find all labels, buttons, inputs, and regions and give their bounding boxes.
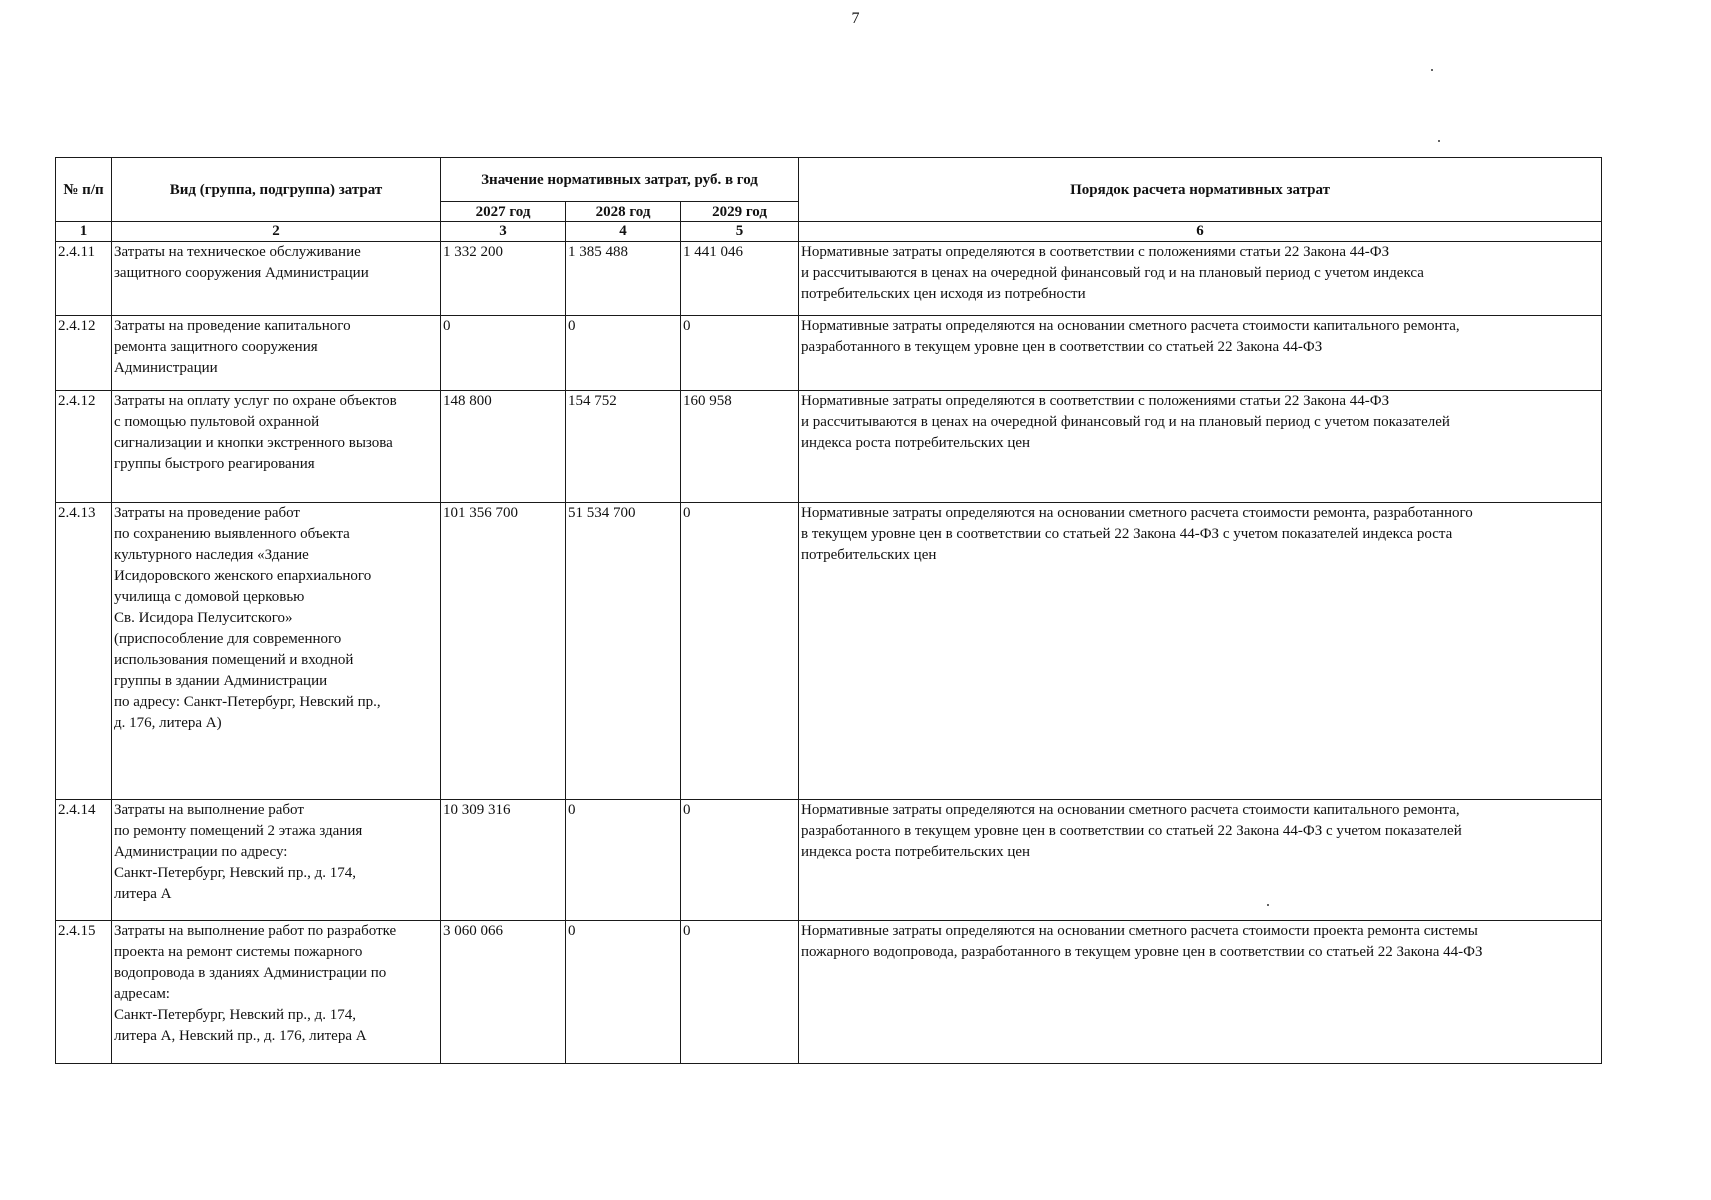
table-row (56, 391, 1602, 503)
row-cost-name: Затраты на проведение работ по сохранению выявленного объекта культурного наследия «Здание Исидоровского женского епархиального училища с домовой церковью Св. Исидора Пелуситского» (приспособление для современного использования помещений и входной группы в здании Администрации по адресу: Санкт-Петербург, Невский пр., д. 176, литера А) (112, 503, 441, 800)
row-cost-name: Затраты на оплату услуг по охране объектов с помощью пультовой охранной сигнализации и кнопки экстренного вызова группы быстрого реагирования (112, 391, 441, 503)
header-num: № п/п (56, 158, 112, 222)
header-year-2028: 2028 год (566, 202, 681, 222)
header-values-group: Значение нормативных затрат, руб. в год (441, 158, 799, 202)
row-calc-method: Нормативные затраты определяются на основании сметного расчета стоимости проекта ремонта системы пожарного водопровода, разработанного в текущем уровне цен в соответствии со статьей 22 Закона 44-ФЗ (799, 921, 1602, 1064)
table-row (56, 800, 1602, 921)
header-year-2027: 2027 год (441, 202, 566, 222)
row-num: 2.4.12 (56, 391, 112, 503)
column-number: 3 (441, 222, 566, 242)
scan-speck (1431, 69, 1433, 71)
row-value-2028: 51 534 700 (566, 503, 681, 800)
row-value-2029: 0 (681, 800, 799, 921)
row-value-2027: 10 309 316 (441, 800, 566, 921)
row-value-2029: 0 (681, 316, 799, 391)
column-number: 1 (56, 222, 112, 242)
row-num: 2.4.13 (56, 503, 112, 800)
row-cost-name: Затраты на выполнение работ по ремонту помещений 2 этажа здания Администрации по адресу: Санкт-Петербург, Невский пр., д. 174, литера А (112, 800, 441, 921)
header-year-2029: 2029 год (681, 202, 799, 222)
row-num: 2.4.11 (56, 242, 112, 316)
row-value-2028: 154 752 (566, 391, 681, 503)
row-value-2027: 101 356 700 (441, 503, 566, 800)
table-row (56, 242, 1602, 316)
column-number: 2 (112, 222, 441, 242)
row-calc-method: Нормативные затраты определяются на основании сметного расчета стоимости капитального ремонта, разработанного в текущем уровне цен в соответствии со статьей 22 Закона 44-ФЗ (799, 316, 1602, 391)
column-number: 4 (566, 222, 681, 242)
row-calc-method: Нормативные затраты определяются в соответствии с положениями статьи 22 Закона 44-ФЗ и рассчитываются в ценах на очередной финансовый год и на плановый период с учетом индекса потребительских цен исходя из потребности (799, 242, 1602, 316)
page-number: 7 (851, 10, 860, 27)
row-num: 2.4.12 (56, 316, 112, 391)
row-num: 2.4.14 (56, 800, 112, 921)
table-row (56, 503, 1602, 800)
column-number: 5 (681, 222, 799, 242)
row-value-2029: 0 (681, 503, 799, 800)
row-calc-method: Нормативные затраты определяются на основании сметного расчета стоимости ремонта, разработанного в текущем уровне цен в соответствии со статьей 22 Закона 44-ФЗ с учетом показателей индекса роста потребительских цен (799, 503, 1602, 800)
column-number: 6 (799, 222, 1602, 242)
row-cost-name: Затраты на выполнение работ по разработке проекта на ремонт системы пожарного водопровода в зданиях Администрации по адресам: Санкт-Петербург, Невский пр., д. 174, литера А, Невский пр., д. 176, литера А (112, 921, 441, 1064)
row-value-2027: 148 800 (441, 391, 566, 503)
row-value-2027: 1 332 200 (441, 242, 566, 316)
row-value-2027: 3 060 066 (441, 921, 566, 1064)
row-value-2028: 0 (566, 800, 681, 921)
row-value-2029: 1 441 046 (681, 242, 799, 316)
row-value-2028: 0 (566, 316, 681, 391)
row-calc-method: Нормативные затраты определяются на основании сметного расчета стоимости капитального ремонта, разработанного в текущем уровне цен в соответствии со статьей 22 Закона 44-ФЗ с учетом показателей индекса роста потребительских цен (799, 800, 1602, 921)
table-row (56, 921, 1602, 1064)
row-value-2027: 0 (441, 316, 566, 391)
row-value-2028: 0 (566, 921, 681, 1064)
header-calc-method: Порядок расчета нормативных затрат (799, 158, 1602, 222)
column-number-row (56, 222, 1602, 242)
row-num: 2.4.15 (56, 921, 112, 1064)
header-cost-type: Вид (группа, подгруппа) затрат (112, 158, 441, 222)
row-value-2028: 1 385 488 (566, 242, 681, 316)
row-cost-name: Затраты на проведение капитального ремонта защитного сооружения Администрации (112, 316, 441, 391)
row-calc-method: Нормативные затраты определяются в соответствии с положениями статьи 22 Закона 44-ФЗ и рассчитываются в ценах на очередной финансовый год и на плановый период с учетом показателей индекса роста потребительских цен (799, 391, 1602, 503)
normative-costs-table (55, 157, 1602, 1064)
table-row (56, 316, 1602, 391)
row-value-2029: 160 958 (681, 391, 799, 503)
scan-speck (1438, 140, 1440, 142)
row-value-2029: 0 (681, 921, 799, 1064)
row-cost-name: Затраты на техническое обслуживание защитного сооружения Администрации (112, 242, 441, 316)
